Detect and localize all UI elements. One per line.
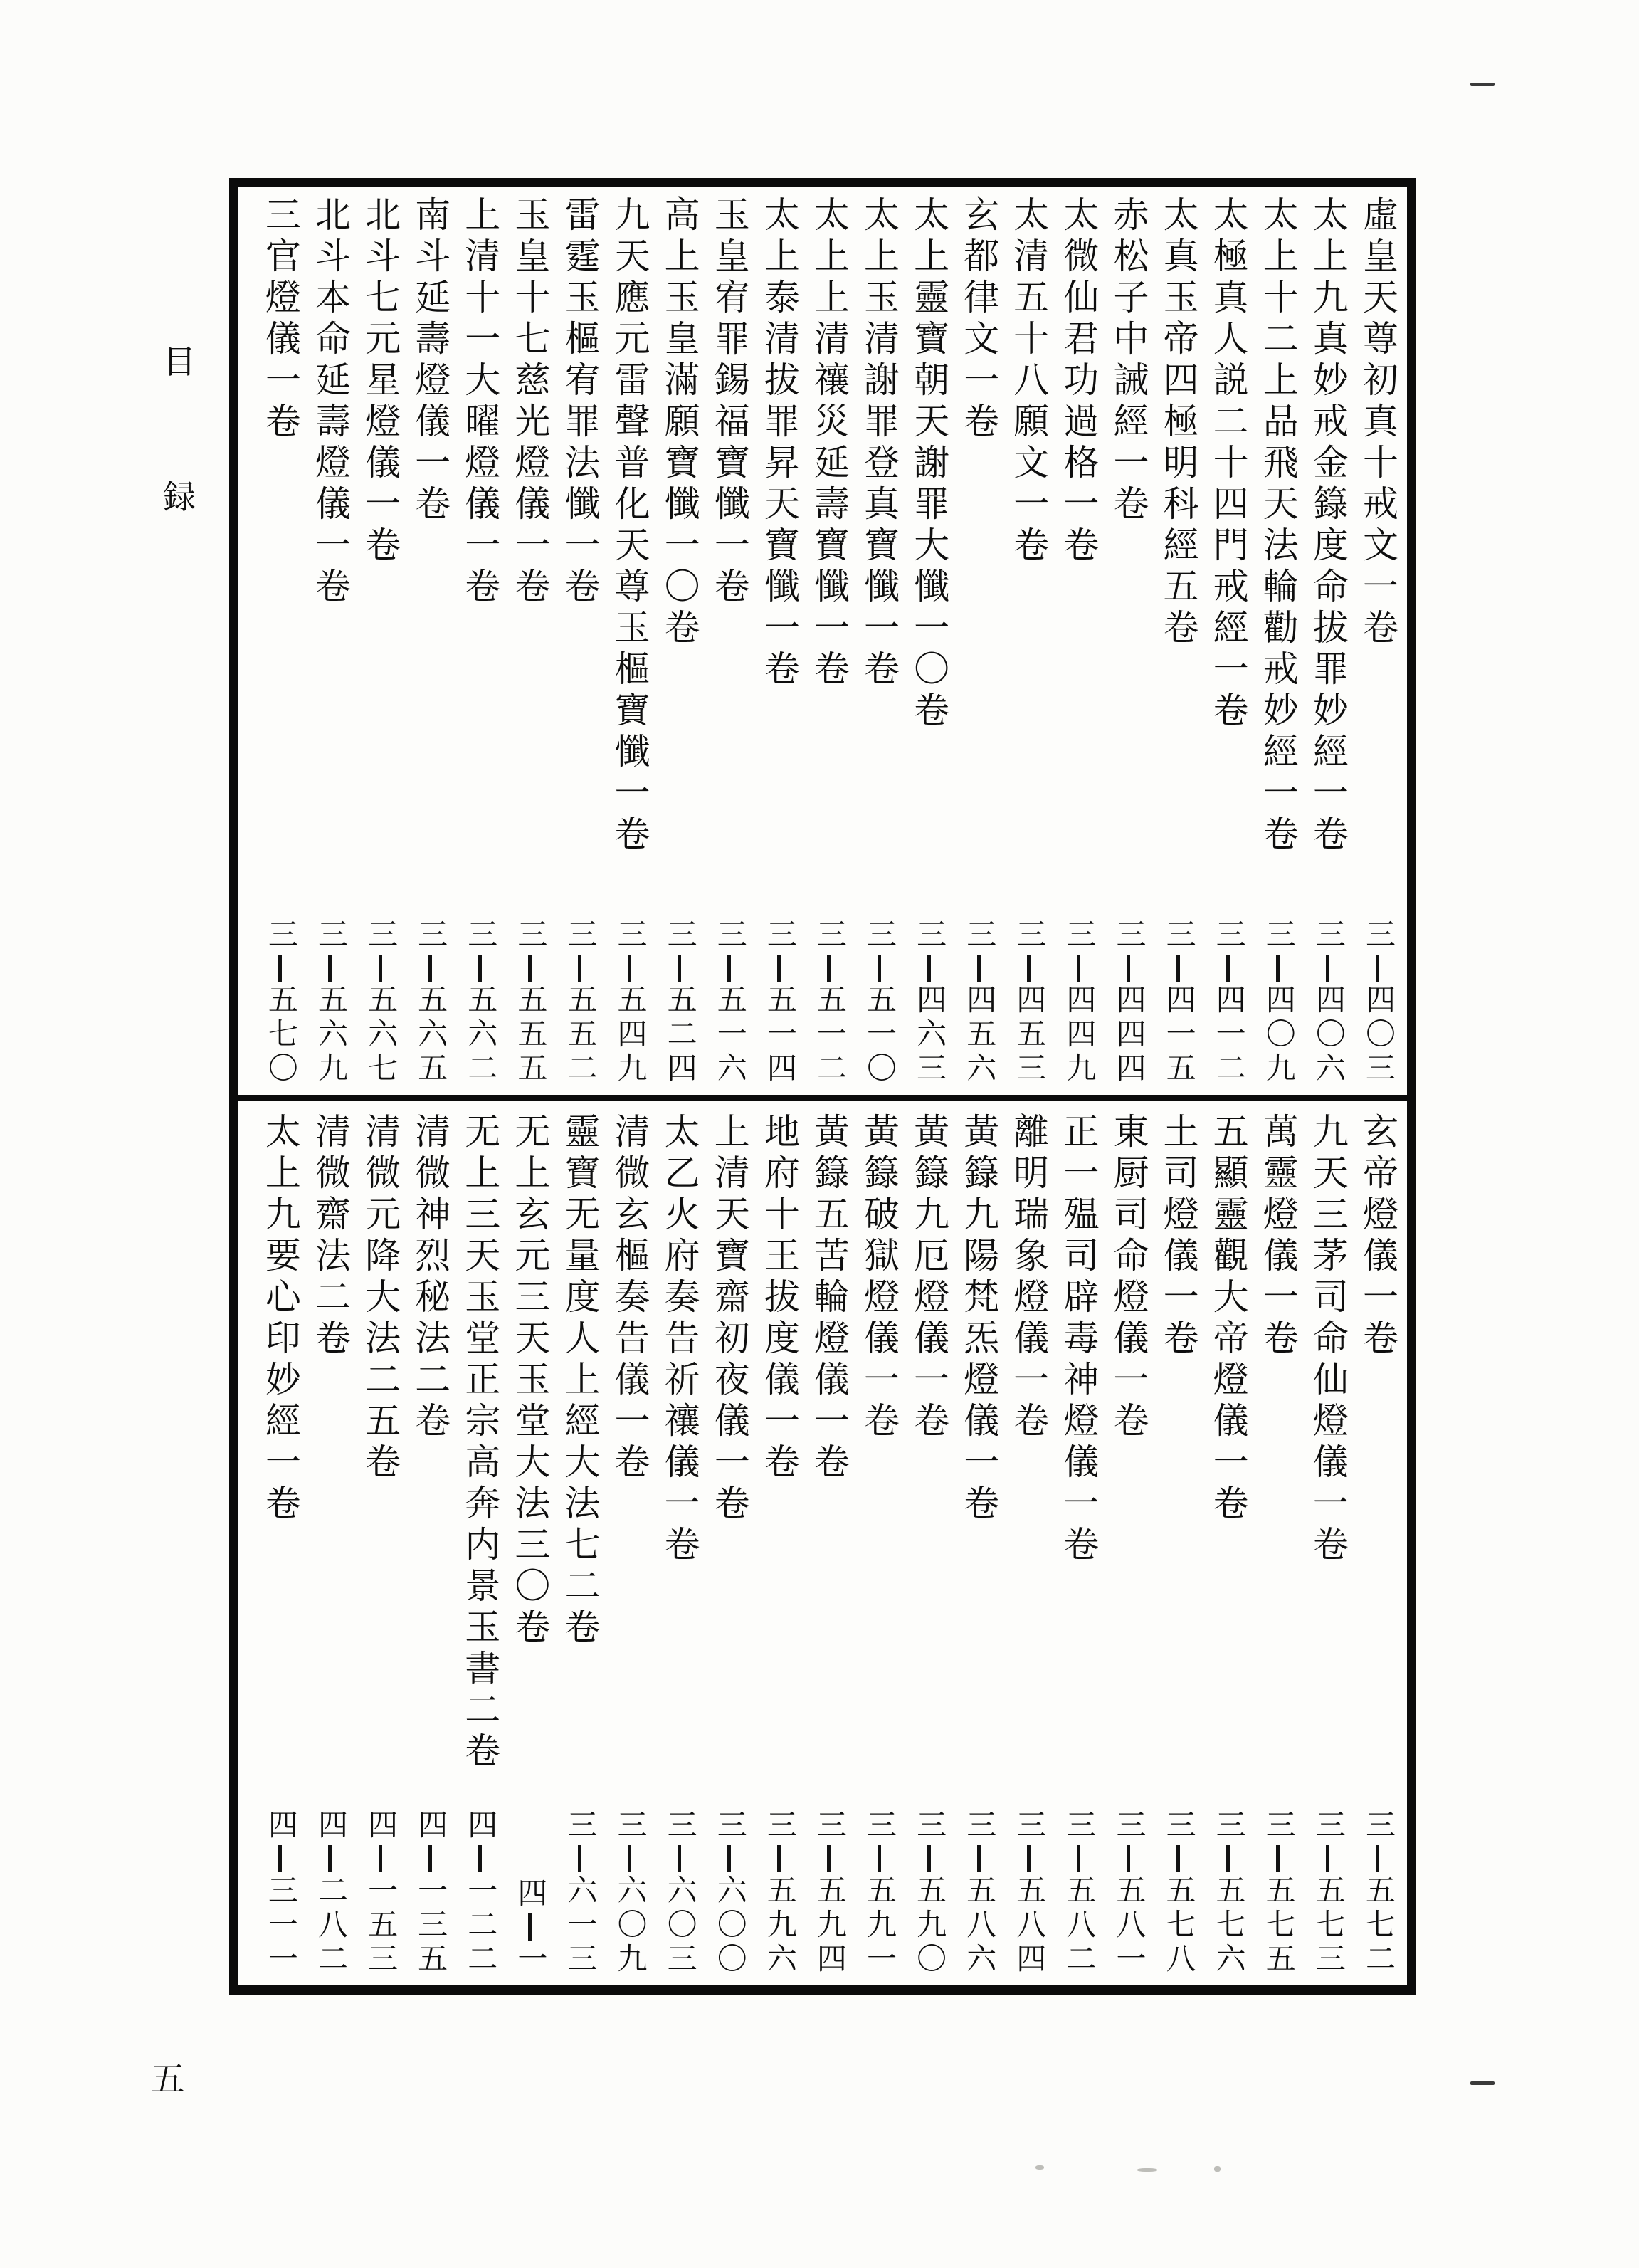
- entry-column: [255, 1101, 305, 1985]
- dash-icon: [1376, 955, 1379, 982]
- entry-page-ref: 四一五三: [364, 1809, 397, 1977]
- entry-page-ref: 四一三五: [413, 1809, 447, 1977]
- entry-page-ref: 三五九六: [762, 1809, 796, 1977]
- dash-icon: [379, 955, 382, 982]
- entry-title: 上清天寶齋初夜儀一卷: [709, 1113, 749, 1526]
- entry-page-ref: 三四四九: [1062, 918, 1095, 1086]
- entry-column: [1253, 1101, 1303, 1985]
- dash-icon: [1226, 1845, 1230, 1872]
- entry-title: 太上上清禳災延壽寶懺一卷: [808, 196, 849, 691]
- dash-icon: [1077, 1845, 1080, 1872]
- entry-page-ref: 三五七八: [1161, 1809, 1195, 1977]
- dash-icon: [328, 1845, 332, 1872]
- entry-title: 上清十一大曜燈儀一卷: [460, 196, 500, 609]
- entry-page-ref: 三五九一: [863, 1809, 896, 1977]
- section-divider-rule: [238, 1095, 1407, 1101]
- entry-page-ref: 三五九〇: [912, 1809, 946, 1977]
- entry-title: 北斗本命延壽燈儀一卷: [310, 196, 350, 609]
- entry-page-ref: 三五六九: [313, 918, 347, 1086]
- entry-page-ref: 三六一三: [563, 1809, 596, 1977]
- entry-column: [904, 1101, 954, 1985]
- dash-icon: [1176, 955, 1180, 982]
- entry-title: 南斗延壽燈儀一卷: [410, 196, 450, 526]
- dash-icon: [827, 1845, 831, 1872]
- entry-column: [705, 1101, 754, 1985]
- entry-column: [1154, 187, 1203, 1095]
- entry-title: 地府十王拔度儀一卷: [759, 1113, 799, 1484]
- entry-title: 離明瑞象燈儀一卷: [1008, 1113, 1049, 1443]
- entry-title: 太上玉清謝罪登真寶懺一卷: [859, 196, 900, 691]
- entry-page-ref: 三五七二: [1361, 1809, 1394, 1977]
- dash-icon: [827, 955, 831, 982]
- entry-title: 太上泰清拔罪昇天寶懺一卷: [759, 196, 799, 691]
- upper-section: [238, 187, 1407, 1095]
- entry-page-ref: 三四〇六: [1311, 918, 1344, 1086]
- entry-title: 土司燈儀一卷: [1158, 1113, 1198, 1360]
- dash-icon: [678, 1845, 681, 1872]
- entry-page-ref: 三四四四: [1112, 918, 1145, 1086]
- entry-page-ref: 三四一五: [1161, 918, 1195, 1086]
- entry-title: 萬靈燈儀一卷: [1258, 1113, 1298, 1360]
- entry-page-ref: 三四〇三: [1361, 918, 1394, 1086]
- entry-column: [1003, 1101, 1053, 1985]
- entry-title: 太極真人説二十四門戒經一卷: [1208, 196, 1248, 733]
- entry-column: [854, 1101, 904, 1985]
- entry-column: [455, 1101, 505, 1985]
- dash-icon: [428, 1845, 432, 1872]
- entry-title: 靈寶无量度人上經大法七二卷: [559, 1113, 600, 1649]
- entry-title: 太上十二上品飛天法輪勸戒妙經一卷: [1258, 196, 1298, 856]
- entry-page-ref: 三五二四: [663, 918, 696, 1086]
- entry-title: 玄帝燈儀一卷: [1357, 1113, 1398, 1360]
- dash-icon: [428, 955, 432, 982]
- entry-column: [1053, 1101, 1103, 1985]
- entry-column: [605, 187, 655, 1095]
- entry-column: [655, 1101, 705, 1985]
- entry-page-ref: 三五九四: [812, 1809, 845, 1977]
- entry-column: [754, 1101, 804, 1985]
- dash-icon: [1376, 1845, 1379, 1872]
- dash-icon: [328, 955, 332, 982]
- scan-speck: [1035, 2165, 1044, 2170]
- entry-page-ref: 四一: [513, 1877, 547, 1977]
- entry-column: [1154, 1101, 1203, 1985]
- dash-icon: [927, 1845, 931, 1872]
- dash-icon: [1027, 1845, 1031, 1872]
- entry-page-ref: 三六〇九: [613, 1809, 646, 1977]
- entry-column: [1353, 1101, 1403, 1985]
- dash-icon: [628, 1845, 631, 1872]
- entry-title: 雷霆玉樞宥罪法懺一卷: [559, 196, 600, 609]
- lower-section: [238, 1101, 1407, 1985]
- entry-column: [954, 187, 1003, 1095]
- entry-column: [405, 1101, 455, 1985]
- entry-title: 清微神烈秘法二卷: [410, 1113, 450, 1443]
- entry-page-ref: 三五五五: [513, 918, 547, 1086]
- entry-column: [904, 187, 954, 1095]
- entry-title: 无上三天玉堂正宗高奔内景玉書二卷: [460, 1113, 500, 1773]
- entry-page-ref: 四一二二: [463, 1809, 497, 1977]
- entry-page-ref: 三五四九: [613, 918, 646, 1086]
- entry-column: [405, 187, 455, 1095]
- dash-icon: [927, 955, 931, 982]
- entry-title: 太上九要心印妙經一卷: [260, 1113, 300, 1526]
- entry-page-ref: 三四六三: [912, 918, 946, 1086]
- entry-column: [1003, 187, 1053, 1095]
- dash-icon: [278, 1845, 282, 1872]
- entry-title: 太微仙君功過格一卷: [1058, 196, 1099, 567]
- entry-column: [1303, 187, 1353, 1095]
- entry-column: [554, 187, 604, 1095]
- dash-icon: [977, 955, 981, 982]
- entry-title: 黃籙九陽梵炁燈儀一卷: [959, 1113, 999, 1526]
- dash-icon: [528, 1913, 532, 1941]
- dash-icon: [1077, 955, 1080, 982]
- entry-page-ref: 三六〇〇: [712, 1809, 746, 1977]
- entry-page-ref: 三五七六: [1211, 1809, 1245, 1977]
- dash-icon: [478, 955, 482, 982]
- entry-page-ref: 三五一六: [712, 918, 746, 1086]
- entry-column: [605, 1101, 655, 1985]
- entry-title: 玉皇宥罪錫福寶懺一卷: [709, 196, 749, 609]
- dash-icon: [878, 955, 881, 982]
- entry-title: 赤松子中誡經一卷: [1108, 196, 1149, 526]
- entry-title: 九天三茅司命仙燈儀一卷: [1307, 1113, 1348, 1567]
- entry-title: 黃籙五苦輪燈儀一卷: [808, 1113, 849, 1484]
- entry-page-ref: 三四〇九: [1261, 918, 1295, 1086]
- dash-icon: [777, 955, 781, 982]
- scan-mark-top-right: [1470, 83, 1495, 86]
- entry-title: 太真玉帝四極明科經五卷: [1158, 196, 1198, 650]
- entry-title: 黃籙破獄燈儀一卷: [859, 1113, 900, 1443]
- dash-icon: [1326, 1845, 1329, 1872]
- dash-icon: [1127, 1845, 1130, 1872]
- entry-page-ref: 三五七五: [1261, 1809, 1295, 1977]
- entry-column: [554, 1101, 604, 1985]
- entry-page-ref: 三五六二: [463, 918, 497, 1086]
- scan-speck: [1137, 2168, 1157, 2172]
- dash-icon: [578, 955, 581, 982]
- entry-page-ref: 四三一一: [263, 1809, 297, 1977]
- entry-page-ref: 三五八四: [1012, 1809, 1045, 1977]
- entry-title: 虛皇天尊初真十戒文一卷: [1357, 196, 1398, 650]
- dash-icon: [528, 955, 532, 982]
- entry-column: [804, 1101, 854, 1985]
- entry-column: [305, 1101, 355, 1985]
- dash-icon: [1276, 955, 1280, 982]
- dash-icon: [1326, 955, 1329, 982]
- entry-page-ref: 三五一〇: [863, 918, 896, 1086]
- entry-title: 太上九真妙戒金籙度命拔罪妙經一卷: [1307, 196, 1348, 856]
- entry-title: 玉皇十七慈光燈儀一卷: [510, 196, 550, 609]
- entry-page-ref: 三五七〇: [263, 918, 297, 1086]
- entry-title: 太乙火府奏告祈禳儀一卷: [659, 1113, 700, 1567]
- entry-column: [1353, 187, 1403, 1095]
- entry-page-ref: 三四五六: [962, 918, 996, 1086]
- margin-header-char-mu: 目: [163, 344, 196, 380]
- entry-title: 玄都律文一卷: [959, 196, 999, 443]
- entry-page-ref: 三六〇三: [663, 1809, 696, 1977]
- entry-title: 九天應元雷聲普化天尊玉樞寶懺一卷: [609, 196, 650, 856]
- entry-column: [355, 187, 405, 1095]
- entry-page-ref: 三五六五: [413, 918, 447, 1086]
- entry-column: [505, 1101, 554, 1985]
- dash-icon: [379, 1845, 382, 1872]
- dash-icon: [678, 955, 681, 982]
- entry-title: 清微玄樞奏告儀一卷: [609, 1113, 650, 1484]
- dash-icon: [478, 1845, 482, 1872]
- entry-page-ref: 三五一二: [812, 918, 845, 1086]
- entry-column: [804, 187, 854, 1095]
- dash-icon: [1176, 1845, 1180, 1872]
- entry-column: [1053, 187, 1103, 1095]
- entry-column: [255, 187, 305, 1095]
- dash-icon: [1226, 955, 1230, 982]
- entry-title: 无上玄元三天玉堂大法三〇卷: [510, 1113, 550, 1649]
- dash-icon: [777, 1845, 781, 1872]
- entry-column: [1103, 1101, 1153, 1985]
- entry-column: [1103, 187, 1153, 1095]
- dash-icon: [727, 1845, 731, 1872]
- entry-page-ref: 三五八一: [1112, 1809, 1145, 1977]
- entry-column: [355, 1101, 405, 1985]
- entry-page-ref: 三五八二: [1062, 1809, 1095, 1977]
- entry-page-ref: 三四一二: [1211, 918, 1245, 1086]
- entry-column: [854, 187, 904, 1095]
- entry-title: 太清五十八願文一卷: [1008, 196, 1049, 567]
- entry-page-ref: 三四五三: [1012, 918, 1045, 1086]
- entry-column: [1203, 187, 1253, 1095]
- entry-column: [455, 187, 505, 1095]
- entry-column: [705, 187, 754, 1095]
- entry-title: 太上靈寶朝天謝罪大懺一〇卷: [909, 196, 949, 733]
- entry-column: [1203, 1101, 1253, 1985]
- entry-column: [505, 187, 554, 1095]
- scan-speck: [1214, 2166, 1221, 2172]
- entry-title: 東厨司命燈儀一卷: [1108, 1113, 1149, 1443]
- entry-page-ref: 三五六七: [364, 918, 397, 1086]
- entry-column: [954, 1101, 1003, 1985]
- dash-icon: [578, 1845, 581, 1872]
- entry-title: 三官燈儀一卷: [260, 196, 300, 443]
- dash-icon: [977, 1845, 981, 1872]
- entry-column: [754, 187, 804, 1095]
- entry-title: 清微元降大法二五卷: [360, 1113, 401, 1484]
- dash-icon: [1127, 955, 1130, 982]
- entry-title: 五顯靈觀大帝燈儀一卷: [1208, 1113, 1248, 1526]
- entry-page-ref: 三五八六: [962, 1809, 996, 1977]
- content-border-box: [229, 178, 1416, 1995]
- entry-title: 高上玉皇滿願寶懺一〇卷: [659, 196, 700, 650]
- dash-icon: [727, 955, 731, 982]
- dash-icon: [278, 955, 282, 982]
- entry-page-ref: 四二八二: [313, 1809, 347, 1977]
- entry-column: [655, 187, 705, 1095]
- entry-title: 正一殟司辟毒神燈儀一卷: [1058, 1113, 1099, 1567]
- entry-title: 清微齋法二卷: [310, 1113, 350, 1360]
- entry-page-ref: 三五一四: [762, 918, 796, 1086]
- entry-page-ref: 三五七三: [1311, 1809, 1344, 1977]
- dash-icon: [1027, 955, 1031, 982]
- dash-icon: [628, 955, 631, 982]
- entry-column: [305, 187, 355, 1095]
- entry-page-ref: 三五五二: [563, 918, 596, 1086]
- entry-column: [1253, 187, 1303, 1095]
- entry-title: 北斗七元星燈儀一卷: [360, 196, 401, 567]
- entry-title: 黃籙九厄燈儀一卷: [909, 1113, 949, 1443]
- scan-mark-bottom-right: [1470, 2081, 1495, 2085]
- margin-header-char-lu: 録: [163, 479, 196, 515]
- dash-icon: [1276, 1845, 1280, 1872]
- folio-page-number: 五: [150, 2061, 185, 2099]
- dash-icon: [878, 1845, 881, 1872]
- entry-column: [1303, 1101, 1353, 1985]
